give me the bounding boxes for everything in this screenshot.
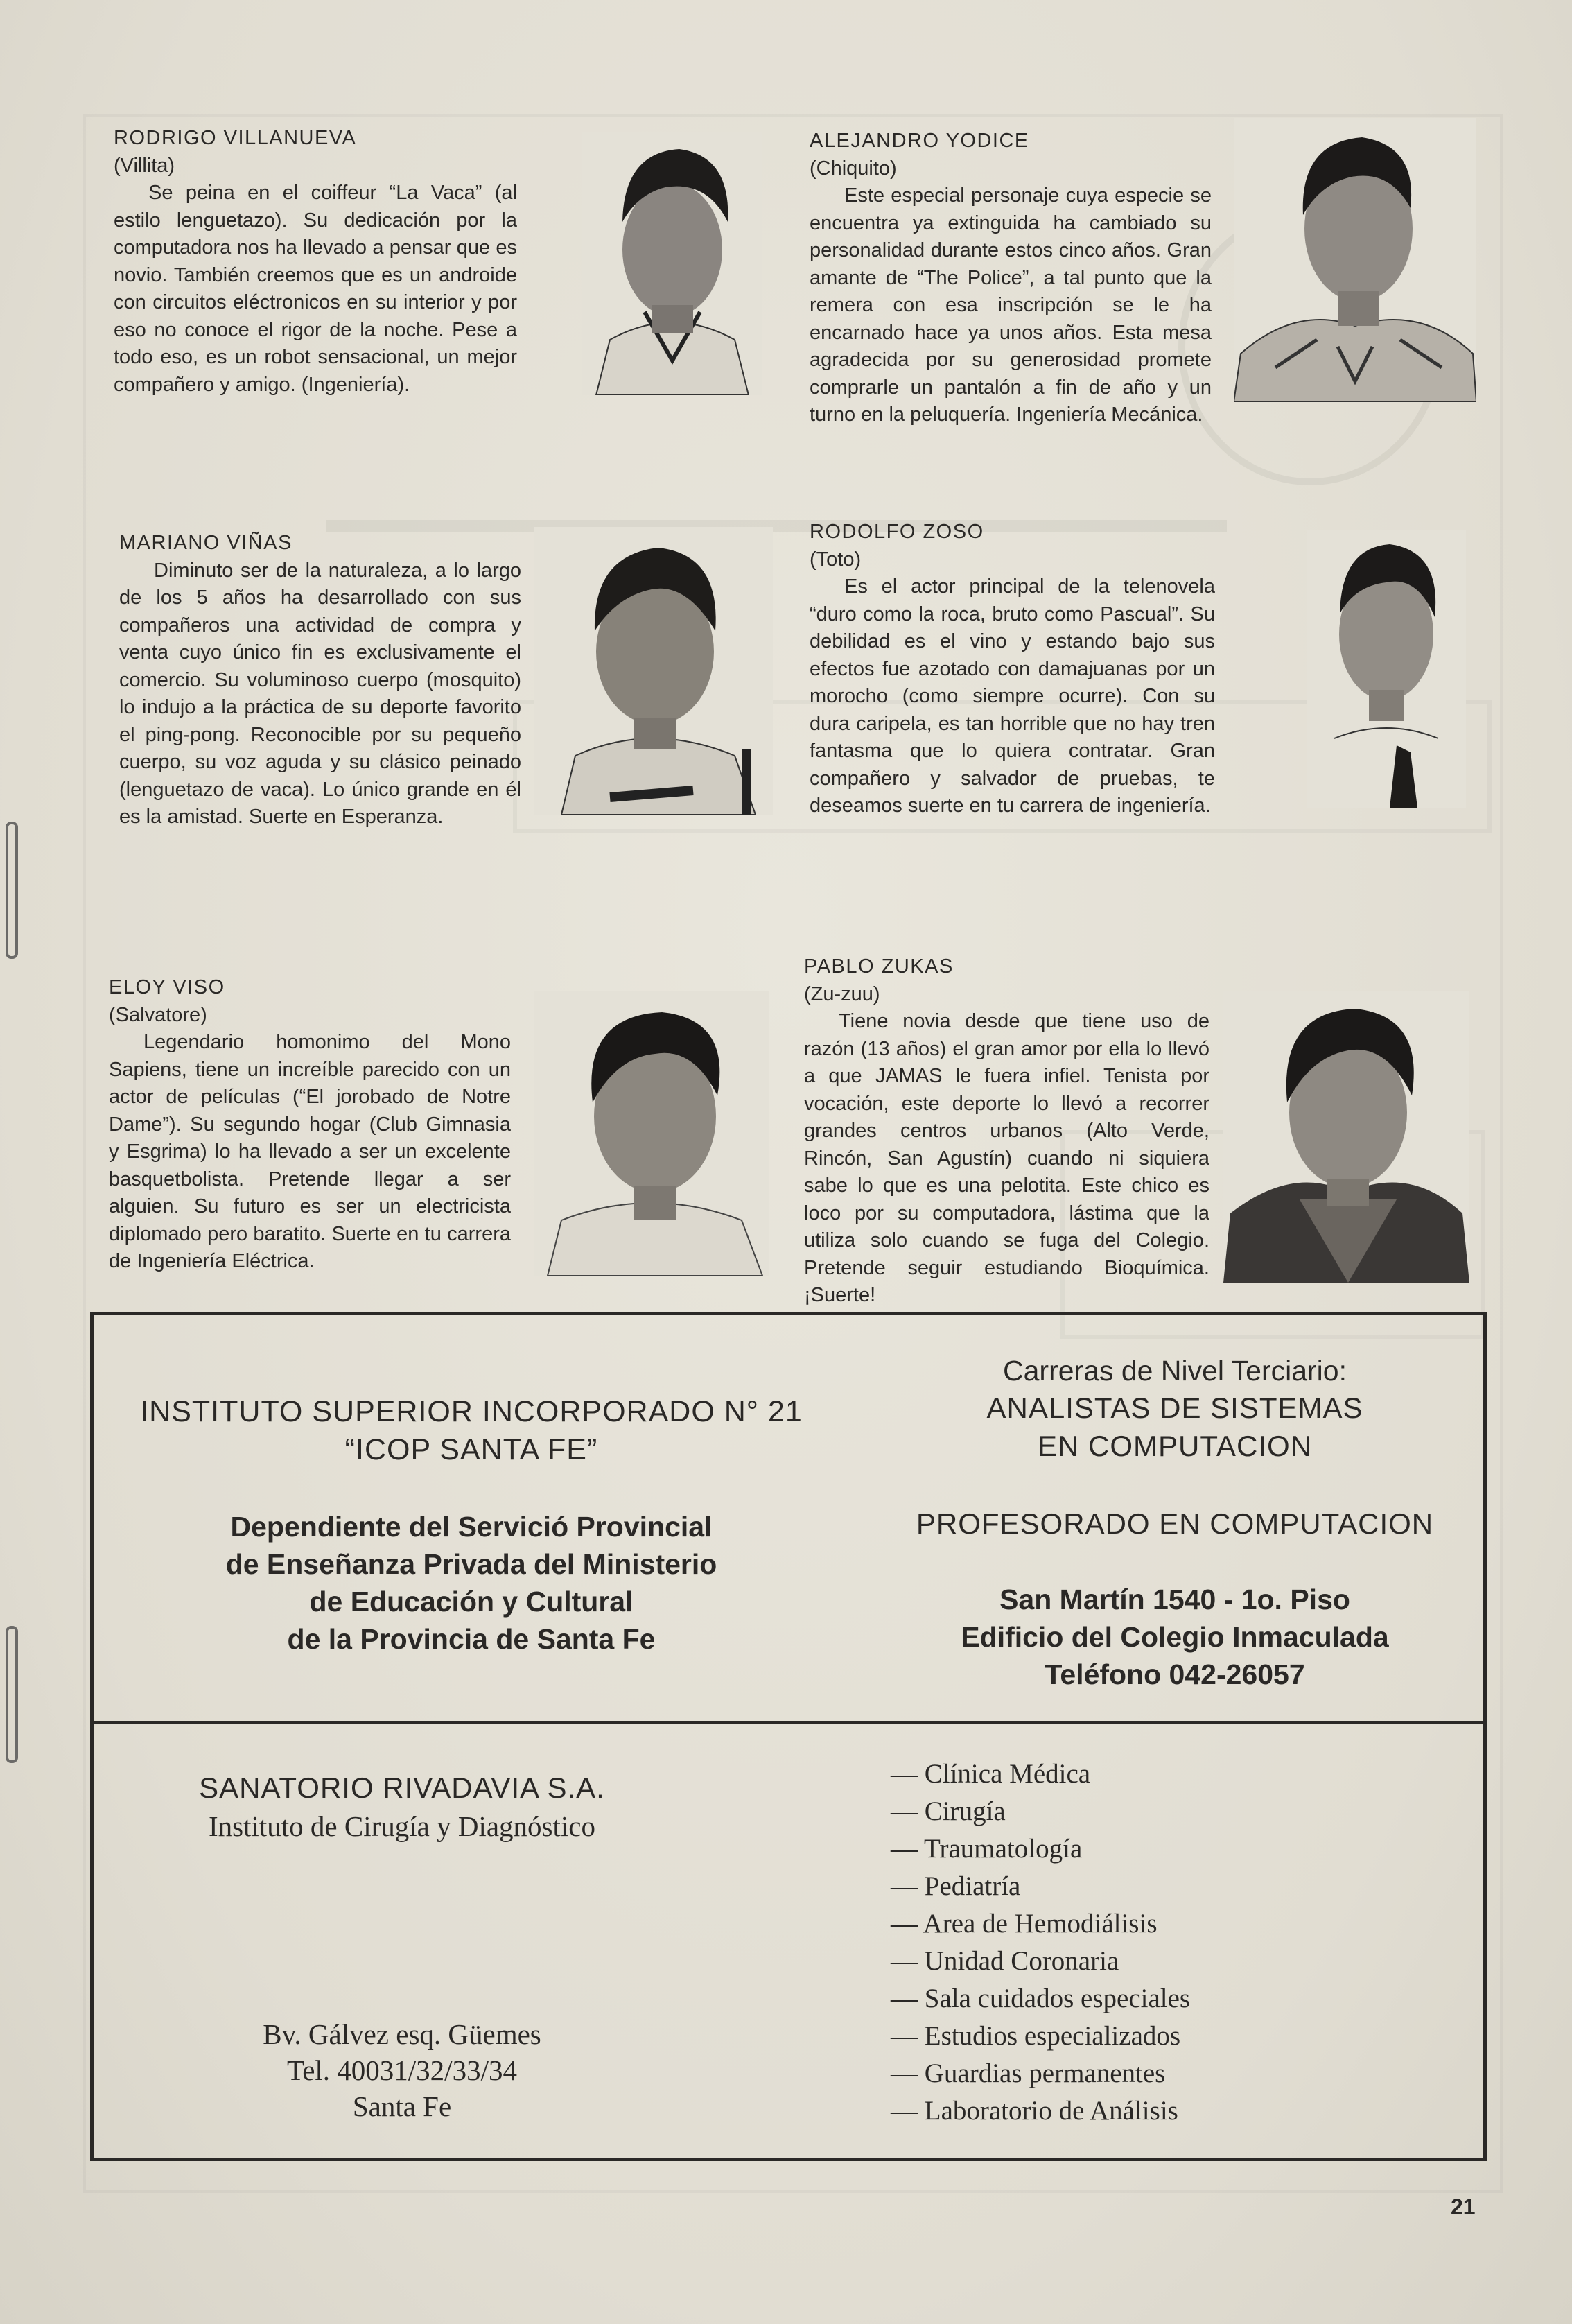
profile-nickname: (Zu-zuu) (804, 982, 880, 1005)
profile-nickname: (Villita) (114, 154, 175, 177)
profile-name: ALEJANDRO YODICE (810, 130, 1029, 152)
service-item: — Estudios especializados (891, 2021, 1181, 2051)
profile-bio: Se peina en el coiffeur “La Vaca” (al estilo lenguetazo). Su dedicación por la computadora nos ha llevado a pensar que es novio. También creemos que es un androide con circuitos eléctronicos en su interior y por eso no conoce el rigor de la noche. Pese a todo eso, es un robot sensacional, un mejor compañero y amigo. (Ingeniería). (114, 182, 517, 396)
ad-icop-santa-fe (90, 1312, 1487, 1724)
service-item: — Sala cuidados especiales (891, 1984, 1191, 2013)
portrait-photo (534, 991, 769, 1276)
ad-text: de Enseñanza Privada del Ministerio (225, 1548, 717, 1580)
ad-city: Santa Fe (352, 2090, 452, 2122)
service-item: — Traumatología (891, 1834, 1083, 1864)
profile-name: MARIANO VIÑAS (119, 532, 292, 554)
service-item: — Guardias permanentes (891, 2058, 1166, 2088)
profile-bio: Este especial personaje cuya especie se encuentra ya extinguida ha cambiado su personalidad durante estos cinco años. Gran amante de “The Police”, a tal punto que la remera con esa inscripción se le ha encarnado hace ya unos años. Esta mesa agradecida por su generosidad promete comprarle un pantalón a fin de año y un turno en la peluquería. Ingeniería Mecánica. (810, 184, 1212, 426)
profile-name: RODRIGO VILLANUEVA (114, 127, 357, 149)
ad-address: San Martín 1540 - 1o. Piso (999, 1584, 1350, 1615)
service-item: — Unidad Coronaria (891, 1946, 1119, 1976)
ad-sanatorio-rivadavia (90, 1721, 1487, 2161)
ad-phone: Tel. 40031/32/33/34 (287, 2054, 517, 2086)
portrait-photo (1234, 118, 1476, 402)
profile-nickname: (Toto) (810, 548, 862, 571)
services-list (891, 1755, 1466, 2130)
staple (6, 822, 18, 959)
profile-mariano-vinas (119, 530, 521, 831)
ad-title: INSTITUTO SUPERIOR INCORPORADO N° 21 (140, 1395, 803, 1428)
profile-bio: Es el actor principal de la telenovela “duro como la roca, bruto como Pascual”. Su debilidad es el vino y estando bajo sus efectos fue azotado con damajuanas por un morocho (como siempre ocurre). Con su dura caripela, es tan horrible que no hay tren fantasma que lo quiera contratar. Gran compañero y salvador de pruebas, te deseamos suerte en tu carrera de ingeniería. (810, 575, 1215, 817)
service-item: — Cirugía (891, 1796, 1006, 1826)
profile-name: ELOY VISO (109, 976, 225, 998)
page-number: 21 (1451, 2194, 1476, 2219)
ad-subtitle: Instituto de Cirugía y Diagnóstico (209, 1810, 595, 1842)
profile-bio: Diminuto ser de la naturaleza, a lo largo de los 5 años ha desarrollado con sus compañeros una actividad de compra y venta cuyo único fin es exclusivamente el comercio. Su voluminoso cuerpo (mosquito) lo indujo a la práctica de su deporte favorito el ping-pong. Reconocible por su pequeño cuerpo, su voz aguda y su clásico peinado (lenguetazo de vaca). Lo único grande en él es la amistad. Suerte en Esperanza. (119, 559, 521, 828)
service-item: — Laboratorio de Análisis (891, 2096, 1178, 2126)
ad-career: ANALISTAS DE SISTEMAS (986, 1391, 1363, 1424)
ad-text: de la Provincia de Santa Fe (287, 1623, 656, 1655)
profile-rodolfo-zoso (810, 519, 1215, 820)
portrait-photo (1223, 991, 1469, 1283)
staple (6, 1626, 18, 1763)
ad-title: SANATORIO RIVADAVIA S.A. (199, 1771, 605, 1804)
portrait-photo (1307, 530, 1466, 808)
service-item: — Area de Hemodiálisis (891, 1909, 1158, 1939)
ad-phone: Teléfono 042-26057 (1045, 1658, 1305, 1690)
ad-text: de Educación y Cultural (309, 1586, 634, 1618)
ad-careers-label: Carreras de Nivel Terciario: (1003, 1355, 1347, 1387)
ad-address: Bv. Gálvez esq. Güemes (263, 2018, 541, 2050)
profile-bio: Legendario homonimo del Mono Sapiens, tiene un increíble parecido con un actor de películas (“El jorobado de Notre Dame”). Su segundo hogar (Club Gimnasia y Esgrima) lo ha llevado a ser un excelente basquetbolista. Pretende llegar a ser alguien. Su futuro es ser un electricista diplomado pero baratito. Suerte en tu carrera de Ingeniería Eléctrica. (109, 1031, 511, 1272)
profile-rodrigo-villanueva (114, 125, 517, 399)
service-item: — Clínica Médica (891, 1759, 1091, 1789)
portrait-photo (582, 132, 762, 395)
profile-alejandro-yodice (810, 128, 1212, 429)
service-item: — Pediatría (891, 1871, 1021, 1901)
profile-nickname: (Salvatore) (109, 1003, 207, 1026)
portrait-photo (534, 527, 773, 815)
ad-text: Dependiente del Servició Provincial (230, 1511, 713, 1543)
profile-name: RODOLFO ZOSO (810, 521, 984, 543)
ad-career: EN COMPUTACION (1038, 1430, 1312, 1462)
ad-career: PROFESORADO EN COMPUTACION (916, 1507, 1434, 1540)
profile-name: PABLO ZUKAS (804, 955, 954, 978)
profile-eloy-viso (109, 974, 511, 1276)
profile-bio: Tiene novia desde que tiene uso de razón (13 años) el gran amor por ella lo llevó a que JAMAS le fuera infiel. Tenista por vocación, este deporte lo llevó a recorrer grandes centros urbanos (Alto Verde, Rincón, San Agustín) cuando ni siquiera sabe lo que es una pelotita. Este chico es loco por su computadora, lástima que la utiliza solo cuando se fuga del Colegio. Pretende seguir estudiando Bioquímica. ¡Suerte! (804, 1010, 1209, 1306)
ad-title: “ICOP SANTA FE” (344, 1433, 598, 1466)
ad-address: Edificio del Colegio Inmaculada (961, 1621, 1389, 1653)
profile-nickname: (Chiquito) (810, 157, 897, 180)
profile-pablo-zukas (804, 953, 1209, 1310)
